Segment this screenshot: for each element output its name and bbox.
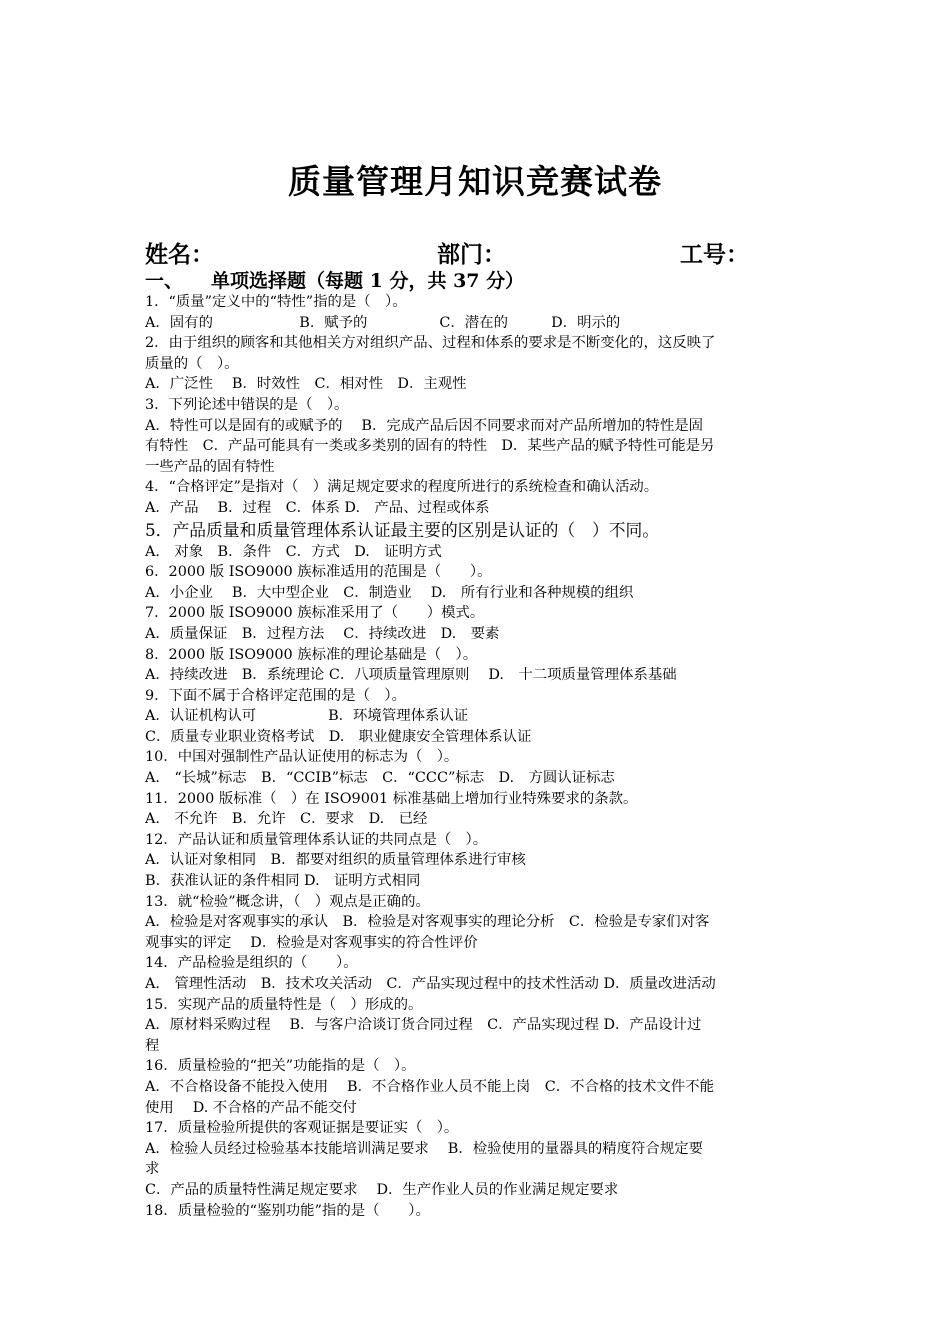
question-line: B．获准认证的条件相同 D. 证明方式相同: [145, 873, 421, 890]
name-field-label: 姓名：: [145, 241, 214, 268]
question-line: 17．质量检验所提供的客观证据是要证实（ ）。: [145, 1120, 459, 1137]
question-line: 14．产品检验是组织的（ ）。: [145, 955, 358, 972]
question-line: 观事实的评定 D．检验是对客观事实的符合性评价: [145, 934, 478, 951]
question-line: A. “长城”标志 B．“CCIB”标志 C．“CCC”标志 D. 方圆认证标志: [145, 770, 615, 787]
question-line: C．产品的质量特性满足规定要求 D．生产作业人员的作业满足规定要求: [145, 1181, 619, 1198]
section-number: 一、: [145, 270, 184, 292]
question-list: [145, 292, 810, 1221]
question-line: 12．产品认证和质量管理体系认证的共同点是（ ）。: [145, 831, 488, 848]
question-line: 10．中国对强制性产品认证使用的标志为（ ）。: [145, 749, 459, 766]
question-line: 3．下列论述中错误的是（ ）。: [145, 396, 349, 413]
question-line: 一些产品的固有特性: [145, 458, 275, 475]
question-line: 9．下面不属于合格评定范围的是（ ）。: [145, 687, 406, 704]
question-line: 13．就“检验”概念讲，（ ）观点是正确的。: [145, 893, 430, 910]
question-line: 16．质量检验的“把关”功能指的是（ ）。: [145, 1058, 416, 1075]
question-line: 15．实现产品的质量特性是（ ）形成的。: [145, 996, 423, 1013]
question-line: A．认证机构认可 B．环境管理体系认证: [145, 708, 469, 725]
question-line: A. 不允许 B．允许 C．要求 D. 已经: [145, 811, 428, 828]
question-line: 1．“质量”定义中的“特性”指的是（ ）。: [145, 294, 407, 310]
question-line: A．广泛性 B．时效性 C．相对性 D．主观性: [145, 376, 467, 393]
document-title: 质量管理月知识竞赛试卷: [288, 162, 662, 201]
question-line: 程: [145, 1037, 160, 1054]
section-heading: [145, 266, 524, 293]
question-line: 11．2000 版标准（ ）在 ISO9001 标准基础上增加行业特殊要求的条款。: [145, 790, 638, 807]
question-line: A. 管理性活动 B．技术攻关活动 C．产品实现过程中的技术性活动 D．质量改进活动: [145, 976, 716, 992]
question-line: 5．产品质量和质量管理体系认证最主要的区别是认证的（ ）不同。: [145, 519, 660, 540]
question-line: C．质量专业职业资格考试 D. 职业健康安全管理体系认证: [145, 728, 532, 745]
question-line: 使用 D. 不合格的产品不能交付: [145, 1099, 357, 1116]
question-line: 质量的（ ）。: [145, 355, 239, 372]
question-line: 4．“合格评定”是指对（ ）满足规定要求的程度所进行的系统检查和确认活动。: [145, 479, 659, 496]
question-line: 7．2000 版 ISO9000 族标准采用了（ ）模式。: [145, 605, 485, 622]
question-line: A．检验是对客观事实的承认 B．检验是对客观事实的理论分析 C．检验是专家们对客: [145, 914, 710, 931]
question-line: A．小企业 B．大中型企业 C．制造业 D. 所有行业和各种规模的组织: [145, 584, 634, 601]
question-line: 8．2000 版 ISO9000 族标准的理论基础是（ ）。: [145, 646, 478, 663]
question-line: A．固有的 B．赋予的 C．潜在的 D．明示的: [145, 314, 621, 331]
question-line: A．不合格设备不能投入使用 B．不合格作业人员不能上岗 C．不合格的技术文件不能: [145, 1078, 715, 1095]
question-line: 2．由于组织的顾客和其他相关方对组织产品、过程和体系的要求是不断变化的，这反映了: [145, 335, 716, 352]
question-line: A．产品 B．过程 C．体系 D. 产品、过程或体系: [145, 499, 490, 516]
question-line: A．特性可以是固有的或赋予的 B．完成产品后因不同要求而对产品所增加的特性是固: [145, 417, 703, 434]
question-line: A. 对象 B．条件 C．方式 D. 证明方式: [145, 543, 442, 560]
question-line: 有特性 C．产品可能具有一类或多类别的固有的特性 D．某些产品的赋予特性可能是另: [145, 438, 715, 455]
department-field-label: 部门：: [437, 241, 506, 268]
question-line: A．质量保证 B．过程方法 C．持续改进 D. 要素: [145, 625, 500, 642]
question-line: 求: [145, 1161, 160, 1178]
question-line: 6．2000 版 ISO9000 族标准适用的范围是（ ）。: [145, 564, 492, 581]
question-line: A．原材料采购过程 B．与客户洽谈订货合同过程 C．产品实现过程 D．产品设计过: [145, 1017, 702, 1034]
question-line: A．检验人员经过检验基本技能培训满足要求 B．检验使用的量器具的精度符合规定要: [145, 1140, 703, 1157]
question-line: A．持续改进 B．系统理论 C．八项质量管理原则 D. 十二项质量管理体系基础: [145, 667, 677, 684]
employee-id-field-label: 工号：: [680, 241, 749, 268]
question-line: A．认证对象相同 B．都要对组织的质量管理体系进行审核: [145, 852, 526, 869]
question-line: 18．质量检验的“鉴别功能”指的是（ ）。: [145, 1202, 430, 1219]
section-title: 单项选择题（每题 1 分，共 37 分）: [211, 270, 525, 292]
